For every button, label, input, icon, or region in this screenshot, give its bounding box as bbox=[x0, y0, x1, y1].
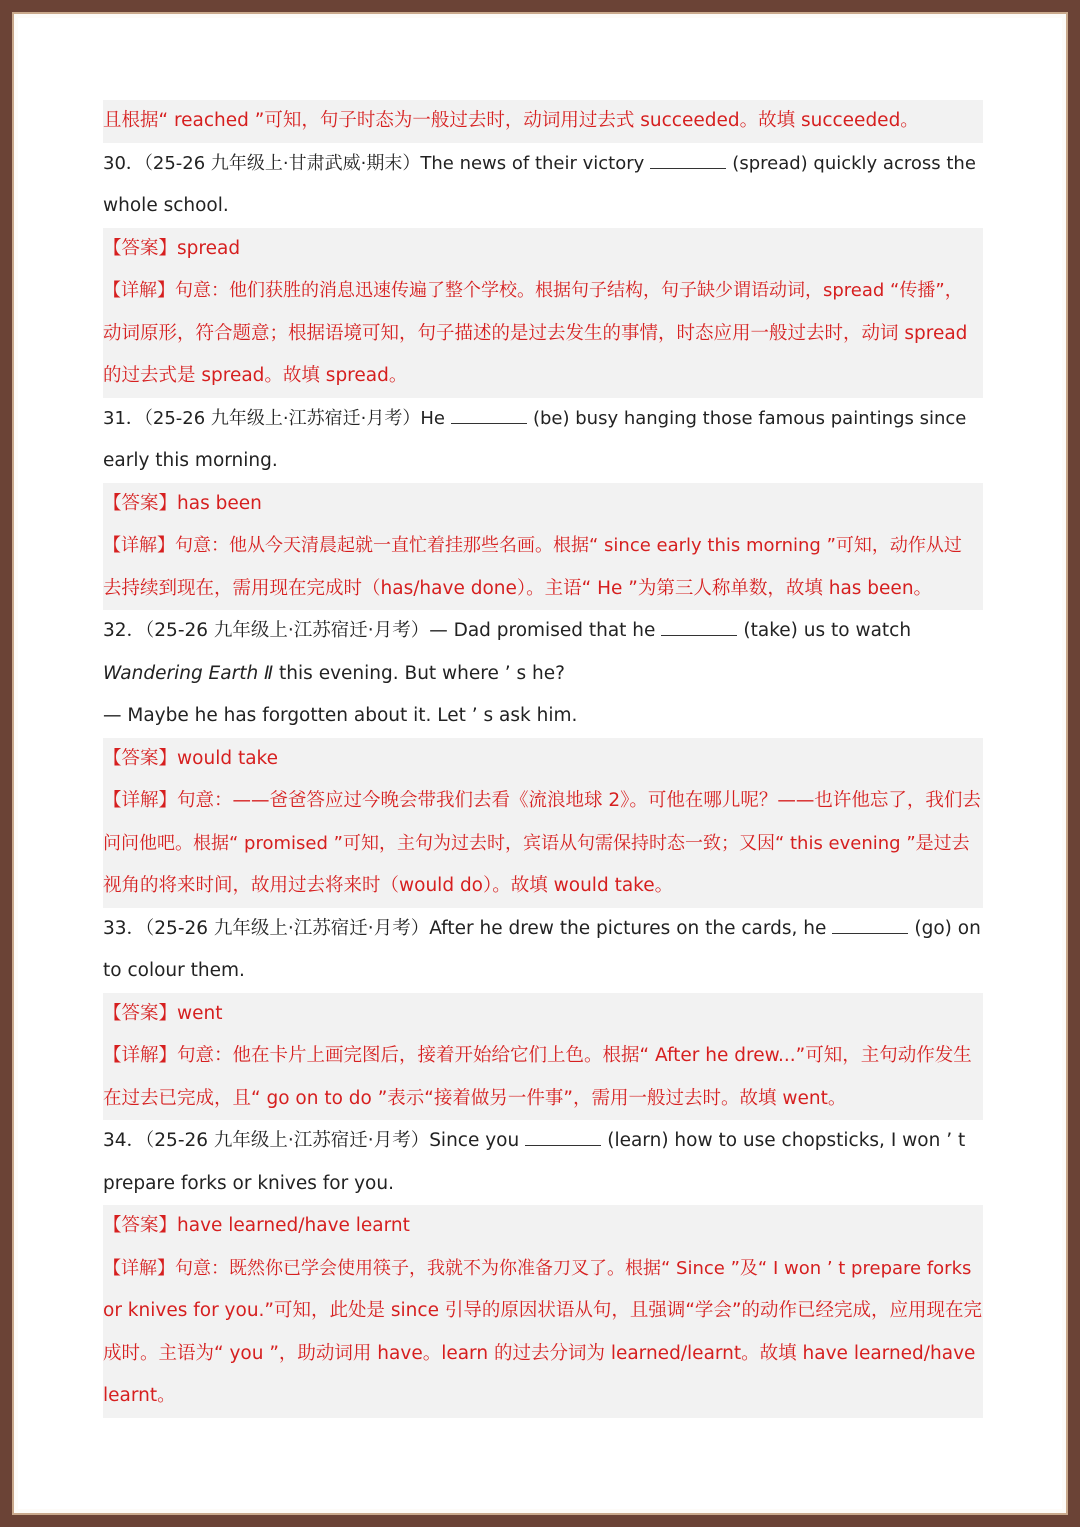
content bbox=[103, 100, 983, 1418]
answer-tag: 【答案】 bbox=[103, 1002, 178, 1024]
question-34 bbox=[103, 1120, 983, 1205]
explanation-line: 成时。主语为“ you ”，助动词用 have。learn 的过去分词为 learned/learnt。故填 have learned/have bbox=[103, 1342, 976, 1364]
question-text: 32．（25-26 九年级上·江苏宿迁·月考）— Dad promised that he bbox=[103, 620, 656, 641]
answer-block-30 bbox=[103, 228, 983, 398]
question-text: (spread) quickly across the bbox=[732, 152, 976, 174]
question-text: whole school. bbox=[103, 195, 229, 216]
question-text: 34．（25-26 九年级上·江苏宿迁·月考）Since you bbox=[103, 1130, 520, 1151]
explanation-line: learnt。 bbox=[103, 1385, 176, 1406]
question-text: 30．（25-26 九年级上·甘肃武威·期末）The news of their victory bbox=[103, 152, 645, 174]
explanation-line: or knives for you.”可知，此处是 since 引导的原因状语从句，且强调“学会”的动作已经完成，应用现在完 bbox=[103, 1300, 982, 1321]
answer-block-31 bbox=[103, 483, 983, 611]
answer-tag: 【答案】 bbox=[103, 1215, 178, 1236]
explanation-line: 【详解】句意：他们获胜的消息迅速传遍了整个学校。根据句子结构，句子缺少谓语动词，spread “传播”， bbox=[103, 280, 963, 301]
question-text: (be) busy hanging those famous paintings since bbox=[532, 407, 967, 429]
question-text: 33．（25-26 九年级上·江苏宿迁·月考）After he drew the pictures on the cards, he bbox=[103, 917, 827, 939]
explanation-line: 【详解】句意：既然你已学会使用筷子，我就不为你准备刀叉了。根据“ Since ”及“ I won ’ t prepare forks bbox=[103, 1257, 972, 1279]
question-text: this evening. But where ’ s he? bbox=[273, 662, 565, 684]
explanation-line: 去持续到现在，需用现在完成时（has/have done）。主语“ He ”为第三人称单数，故填 has been。 bbox=[103, 577, 933, 599]
question-32 bbox=[103, 610, 983, 738]
question-text: to colour them. bbox=[103, 960, 245, 981]
answer-value: has been bbox=[177, 492, 262, 514]
question-text: — Maybe he has forgotten about it. Let ’ s ask him. bbox=[103, 705, 578, 726]
explanation-line: 且根据“ reached ”可知，句子时态为一般过去时，动词用过去式 succeeded。故填 succeeded。 bbox=[103, 110, 919, 131]
explanation-line: 【详解】句意：他从今天清晨起就一直忙着挂那些名画。根据“ since early this morning ”可知，动作从过 bbox=[103, 535, 962, 556]
document-page bbox=[18, 18, 1062, 1509]
explanation-line: 动词原形，符合题意；根据语境可知，句子描述的是过去发生的事情，时态应用一般过去时，动词 spread bbox=[103, 322, 968, 344]
answer-block-33 bbox=[103, 993, 983, 1121]
explanation-line: 【详解】句意：——爸爸答应过今晚会带我们去看《流浪地球 2》。可他在哪儿呢？——也许他忘了，我们去 bbox=[103, 790, 981, 811]
answer-tag: 【答案】 bbox=[103, 237, 178, 259]
explanation-line: 问问他吧。根据“ promised ”可知，主句为过去时，宾语从句需保持时态一致；又因“ this evening ”是过去 bbox=[103, 832, 970, 854]
question-30 bbox=[103, 143, 983, 228]
answer-blank bbox=[650, 148, 726, 169]
answer-blank bbox=[832, 913, 908, 934]
movie-title: Wandering Earth Ⅱ bbox=[103, 662, 274, 684]
question-text: early this morning. bbox=[103, 450, 278, 471]
question-text: prepare forks or knives for you. bbox=[103, 1172, 394, 1194]
answer-block-29-tail bbox=[103, 100, 983, 143]
question-33 bbox=[103, 908, 983, 993]
answer-value: went bbox=[177, 1002, 223, 1024]
answer-value: have learned/have learnt bbox=[177, 1215, 410, 1236]
answer-block-32 bbox=[103, 738, 983, 908]
answer-blank bbox=[525, 1125, 601, 1146]
explanation-line: 视角的将来时间，故用过去将来时（would do）。故填 would take。 bbox=[103, 875, 674, 896]
question-text: (take) us to watch bbox=[743, 620, 912, 641]
question-text: 31．（25-26 九年级上·江苏宿迁·月考）He bbox=[103, 407, 445, 429]
answer-value: would take bbox=[177, 747, 278, 769]
explanation-line: 在过去已完成，且“ go on to do ”表示“接着做另一件事”，需用一般过去时。故填 went。 bbox=[103, 1087, 847, 1109]
answer-value: spread bbox=[177, 237, 241, 259]
question-text: (go) on bbox=[914, 917, 981, 939]
explanation-line: 的过去式是 spread。故填 spread。 bbox=[103, 365, 408, 386]
explanation-line: 【详解】句意：他在卡片上画完图后，接着开始给它们上色。根据“ After he drew...”可知，主句动作发生 bbox=[103, 1045, 972, 1066]
question-31 bbox=[103, 398, 983, 483]
question-text: (learn) how to use chopsticks, I won ’ t bbox=[607, 1130, 966, 1151]
answer-blank bbox=[661, 615, 737, 636]
answer-tag: 【答案】 bbox=[103, 492, 178, 514]
answer-tag: 【答案】 bbox=[103, 747, 178, 769]
answer-blank bbox=[451, 403, 527, 424]
answer-block-34 bbox=[103, 1205, 983, 1418]
